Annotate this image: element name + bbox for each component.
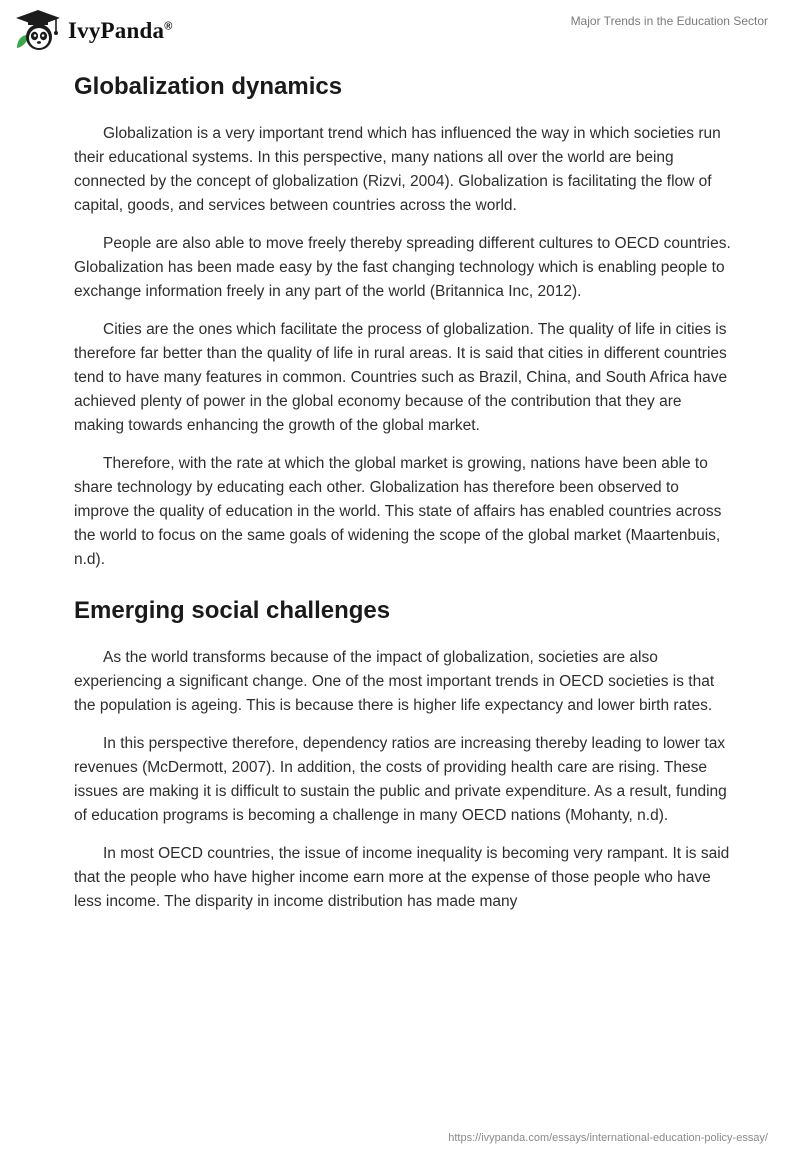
logo-wordmark: IvyPanda® [68, 18, 173, 43]
section-heading-social-challenges: Emerging social challenges [74, 597, 391, 624]
page-header [0, 0, 800, 66]
essay-content [74, 70, 734, 928]
paragraph: In this perspective therefore, dependency ratios are increasing thereby leading to lower tax revenues (McDermott, 2007). In addition, the costs of providing health care are rising. These issues are making it is difficult to sustain the public and private expenditure. As a result, funding of education programs is becoming a challenge in many OECD nations (Mohanty, n.d). [74, 735, 727, 824]
section-heading-globalization: Globalization dynamics [74, 73, 343, 100]
paragraph: Therefore, with the rate at which the global market is growing, nations have been able to share technology by educating each other. Globalization has therefore been observed to improve the quality of education in the world. This state of affairs has enabled countries across the world to focus on the same goals of widening the scope of the global market (Maartenbuis, n.d). [74, 455, 722, 568]
paragraph: As the world transforms because of the impact of globalization, societies are also experiencing a significant change. One of the most important trends in OECD societies is that the population is ageing. This is because there is higher life expectancy and lower birth rates. [74, 649, 715, 714]
paragraph: Cities are the ones which facilitate the process of globalization. The quality of life in cities is therefore far better than the quality of life in rural areas. It is said that cities in different countries tend to have many features in common. Countries such as Brazil, China, and South Africa have achieved plenty of power in the global economy because of the contribution that they are making towards enhancing the growth of the global market. [74, 321, 728, 434]
paragraph: People are also able to move freely thereby spreading different cultures to OECD countries. Globalization has been made easy by the fast changing technology which is enabling people to exchange information freely in any part of the world (Britannica Inc, 2012). [74, 235, 731, 300]
paragraph: Globalization is a very important trend which has influenced the way in which societies run their educational systems. In this perspective, many nations all over the world are being connected by the concept of globalization (Rizvi, 2004). Globalization is facilitating the flow of capital, goods, and services between countries across the world. [74, 125, 721, 214]
document-title: Major Trends in the Education Sector [570, 14, 768, 28]
paragraph: In most OECD countries, the issue of income inequality is becoming very rampant. It is said that the people who have higher income earn more at the expense of those people who have less income. The disparity in income distribution has made many [74, 845, 730, 910]
ivypanda-logo[interactable] [14, 8, 173, 52]
source-url[interactable]: https://ivypanda.com/essays/international-education-policy-essay/ [448, 1132, 768, 1144]
panda-mascot-icon [14, 8, 62, 52]
